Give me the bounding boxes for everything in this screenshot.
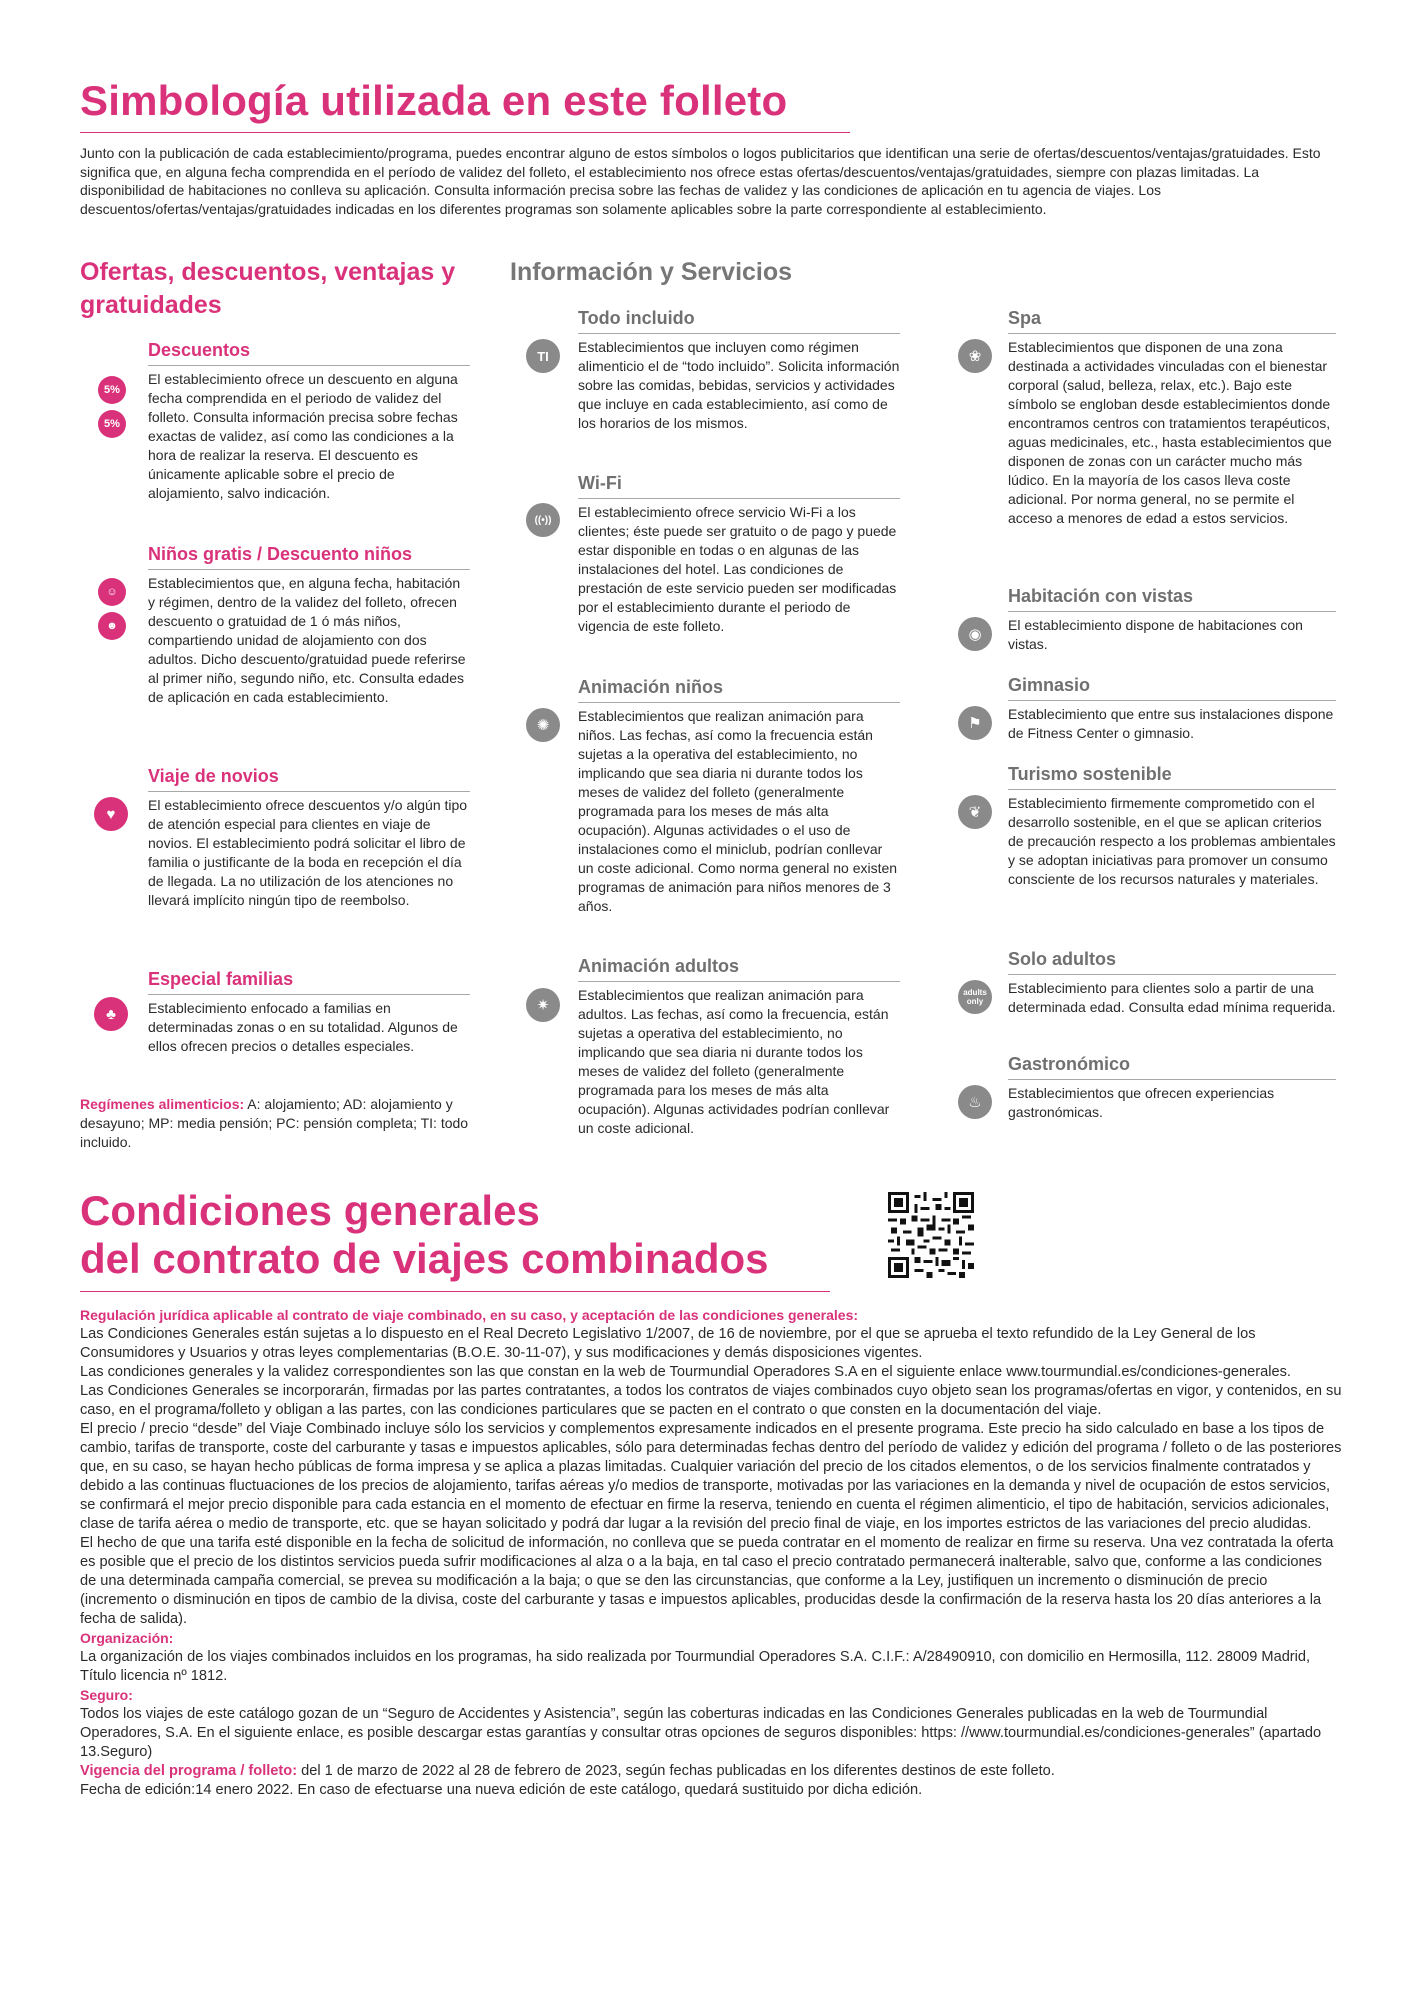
- conditions-paragraph: El hecho de que una tarifa esté disponible en la fecha de solicitud de información, no conlleva que se pueda contratar en el momento de realizar en firme su reserva. Una vez contratada la oferta es posible que el precio de los distintos servicios pueda sufrir modificaciones al alza o a la baja, en tal caso el precio contratado permanecerá inalterable, salvo que, conforme a las condiciones de una determinada campaña comercial, se prevea su modificación a la baja; o que se den las circunstancias, que conforme a la Ley, justifiquen un incremento o disminución de precio (incremento o disminución en tipos de cambio de la divisa, coste del carburante y tasas e impuestos aplicables, producidas desde la confirmación de la reserva hasta los 20 días anteriores a la fecha de salida).: [80, 1535, 1334, 1627]
- offer-desc: El establecimiento ofrece descuentos y/o algún tipo de atención especial para clientes en viaje de novios. El establecimiento podrá solicitar el libro de familia o justificante de la boda en recepción el día de llegada. La no utilización de los atenciones no llevará implícito ningún tipo de reembolso.: [148, 797, 468, 908]
- intro-paragraph: Junto con la publicación de cada establecimiento/programa, puedes encontrar alguno de estos símbolos o logos publicitarios que identifican una serie de ofertas/descuentos/ventajas/gratuidades. Esto significa que, en alguna fecha comprendida en el período de validez del folleto, el establecimiento nos ofrece estas ofertas/descuentos/ventajas/gratuidades, siempre con plazas limitadas. La disponibilidad de habitaciones no conlleva su aplicación. Consulta información precisa sobre las fechas de validez y las condiciones de aplicación en tu agencia de viajes. Los descuentos/ofertas/ventajas/gratuidades indicadas en los diferentes programas son solamente aplicables sobre la parte correspondiente al establecimiento.: [80, 145, 1321, 217]
- conditions-paragraph: Las condiciones generales y la validez correspondientes son las que constan en la web de Tourmundial Operadores S.A en el siguiente enlace www.tourmundial.es/condiciones-generales.: [80, 1364, 1291, 1380]
- service-item-animacion-adultos: [578, 955, 900, 1138]
- service-name: Animación adultos: [578, 955, 900, 982]
- kids-discount-icon: ☻: [98, 612, 126, 640]
- edition-line: Fecha de edición:14 enero 2022. En caso de efectuarse una nueva edición de este catálogo, quedará sustituido por dicha edición.: [80, 1782, 923, 1798]
- service-name: Turismo sostenible: [1008, 763, 1336, 790]
- service-item-vistas: [1008, 585, 1336, 654]
- conditions-title: [80, 1187, 830, 1292]
- service-name: Gastronómico: [1008, 1053, 1336, 1080]
- adult-entertainment-icon: ✷: [526, 988, 560, 1022]
- conditions-paragraph: Todos los viajes de este catálogo gozan de un “Seguro de Accidentes y Asistencia”, según las coberturas indicadas en las Condiciones Generales publicadas en la web de Tourmundial Operadores, S.A. En el siguiente enlace, es posible descargar estas garantías y consultar otras opciones de seguros disponibles: https: //www.tourmundial.es/condiciones-generales” (apartado 13.Seguro): [80, 1706, 1322, 1760]
- offer-desc: Establecimiento enfocado a familias en determinadas zonas o en su totalidad. Algunos de ellos ofrecen precios o detalles especiales.: [148, 1000, 458, 1054]
- offer-item-familias: [148, 968, 470, 1056]
- leaf-icon: ❦: [958, 795, 992, 829]
- service-item-spa: [1008, 307, 1336, 528]
- service-item-todo-incluido: [578, 307, 900, 433]
- discount-5-icon: 5%: [98, 376, 126, 404]
- meal-plans-note: [80, 1095, 470, 1152]
- meal-plans-text: A: alojamiento; AD: alojamiento y desayuno; MP: media pensión; PC: pensión completa; TI: todo incluido.: [80, 1096, 469, 1150]
- adults-only-icon: adults only: [958, 980, 992, 1014]
- offer-desc: Establecimientos que, en alguna fecha, habitación y régimen, dentro de la validez del folleto, ofrecen descuento o gratuidad de 1 ó más niños, compartiendo unidad de alojamiento con dos adultos. Dicho descuento/gratuidad puede referirse al primer niño, segundo niño, etc. Consulta edades de aplicación en cada establecimiento.: [148, 575, 466, 705]
- conditions-title-line2: del contrato de viajes combinados: [80, 1235, 769, 1282]
- service-desc: El establecimiento dispone de habitaciones con vistas.: [1008, 617, 1303, 652]
- service-name: Solo adultos: [1008, 948, 1336, 975]
- service-desc: Establecimientos que ofrecen experiencias gastronómicas.: [1008, 1085, 1275, 1120]
- regulation-heading: Regulación jurídica aplicable al contrato de viaje combinado, en su caso, y aceptación de las condiciones generales:: [80, 1307, 859, 1323]
- offer-name: Niños gratis / Descuento niños: [148, 543, 470, 570]
- service-name: Habitación con vistas: [1008, 585, 1336, 612]
- service-desc: Establecimientos que realizan animación para adultos. Las fechas, así como la frecuencia, están sujetas a operativa del establecimiento, no implicando que sea diaria ni durante todos los meses de validez del folleto (generalmente programada para los meses de más alta ocupación). Algunas actividades podrían conllevar un coste adicional.: [578, 987, 890, 1136]
- wifi-icon: ((•)): [526, 503, 560, 537]
- offer-name: Especial familias: [148, 968, 470, 995]
- info-services-heading: Información y Servicios: [510, 258, 793, 286]
- spa-icon: ❀: [958, 339, 992, 373]
- all-inclusive-icon: TI: [526, 339, 560, 373]
- view-icon: ◉: [958, 617, 992, 651]
- conditions-paragraph: La organización de los viajes combinados incluidos en los programas, ha sido realizada por Tourmundial Operadores S.A. C.I.F.: A/28490910, con domicilio en Hermosilla, 112. 28009 Madrid, Título licencia nº 1812.: [80, 1649, 1311, 1684]
- conditions-paragraph: El precio / precio “desde” del Viaje Combinado incluye sólo los servicios y complementos expresamente indicados en el presente programa. Este precio ha sido calculado en base a los tipos de cambio, tarifas de transporte, coste del carburante y tasas e impuestos aplicables, sólo para determinadas fechas dentro del período de validez y edición del programa / folleto o de las posteriores que, en su caso, se hayan hecho públicas de forma impresa y se aplica a plazas limitadas. Cualquier variación del precio de los citados elementos, o de los servicios finalmente contratados y debido a las continuas fluctuaciones de los precios de alojamiento, tarifas aéreas y/o medios de transporte, motivadas por las variaciones en la demanda y nivel de ocupación de estos servicios, se confirmará el mejor precio disponible para cada estancia en el momento de efectuar en firme la reserva, teniendo en cuenta el régimen alimenticio, el tipo de habitación, servicios adicionales, clase de tarifa aérea o medio de transporte, etc. que se hayan solicitado y podrá dar lugar a la revisión del precio final de viaje, en los importes estrictos de las variaciones del precio aludidas.: [80, 1421, 1342, 1532]
- service-item-gimnasio: [1008, 674, 1336, 743]
- service-desc: Establecimientos que incluyen como régimen alimenticio el de “todo incluido”. Solicita información sobre las comidas, bebidas, servicios y actividades que incluye en cada establecimiento, así como de los horarios de los mismos.: [578, 339, 900, 431]
- kids-entertainment-icon: ✺: [526, 708, 560, 742]
- organization-heading: Organización:: [80, 1630, 174, 1646]
- service-desc: Establecimiento firmemente comprometido con el desarrollo sostenible, en el que se aplican criterios de precaución respecto a los problemas ambientales y se adoptan iniciativas para promover un consumo consciente de los recursos naturales y materiales.: [1008, 795, 1336, 887]
- discount-5-from-icon: 5%: [98, 410, 126, 438]
- offer-name: Viaje de novios: [148, 765, 470, 792]
- insurance-heading: Seguro:: [80, 1687, 133, 1703]
- service-item-solo-adultos: [1008, 948, 1336, 1017]
- offer-item-novios: [148, 765, 470, 910]
- service-name: Gimnasio: [1008, 674, 1336, 701]
- service-item-sostenible: [1008, 763, 1336, 889]
- page-title: Simbología utilizada en este folleto: [80, 76, 850, 133]
- family-icon: ♣: [94, 997, 128, 1031]
- offer-desc: El establecimiento ofrece un descuento en alguna fecha comprendida en el periodo de validez del folleto. Consulta información precisa sobre fechas exactas de validez, así como las condiciones a la hora de realizar la reserva. El descuento es únicamente aplicable sobre el precio de alojamiento, salvo indicación.: [148, 371, 458, 501]
- service-desc: Establecimientos que disponen de una zona destinada a actividades vinculadas con el bienestar corporal (salud, belleza, relax, etc.). Bajo este símbolo se engloban desde establecimientos donde encontramos centros con tratamientos terapéuticos, aguas medicinales, etc., hasta establecimientos que disponen de zonas con un carácter mucho más lúdico. En la mayoría de los casos lleva coste adicional. Por norma general, no se permite el acceso a menores de edad a estos servicios.: [1008, 339, 1332, 526]
- service-desc: Establecimiento que entre sus instalaciones dispone de Fitness Center o gimnasio.: [1008, 706, 1334, 741]
- offer-name: Descuentos: [148, 339, 470, 366]
- service-desc: Establecimientos que realizan animación para niños. Las fechas, así como la frecuencia están sujetas a la operativa del establecimiento, no implicando que sea diaria ni durante todos los meses de validez del folleto (generalmente programada para los meses de más alta ocupación). Algunas actividades o el uso de instalaciones como el miniclub, podrían conllevar un coste adicional. Como norma general no existen programas de animación para niños menores de 3 años.: [578, 708, 898, 914]
- gym-icon: ⚑: [958, 706, 992, 740]
- service-item-animacion-ninos: [578, 676, 900, 916]
- offer-item-ninos: [148, 543, 470, 707]
- kids-free-icon: ☺: [98, 578, 126, 606]
- conditions-paragraph: Las Condiciones Generales están sujetas a lo dispuesto en el Real Decreto Legislativo 1/2007, de 16 de noviembre, por el que se aprueba el texto refundido de la Ley General de los Consumidores y Usuarios y otras leyes complementarias (B.O.E. 30-11-07), y sus modificaciones y demás disposiciones vigentes.: [80, 1326, 1256, 1361]
- service-desc: Establecimiento para clientes solo a partir de una determinada edad. Consulta edad mínima requerida.: [1008, 980, 1336, 1015]
- offers-heading: Ofertas, descuentos, ventajas y gratuidades: [80, 258, 456, 319]
- service-name: Spa: [1008, 307, 1336, 334]
- service-name: Todo incluido: [578, 307, 900, 334]
- validity-line: [80, 1762, 1342, 1781]
- service-item-wifi: [578, 472, 900, 636]
- conditions-paragraph: Las Condiciones Generales se incorporarán, firmadas por las partes contratantes, a todos los contratos de viajes combinados cuyo objeto sean los programas/ofertas en vigor, y contenidos, en su caso, en el programa/folleto y obligan a las partes, con las condiciones particulares que se pacten en el contrato o que consten en la documentación del viaje.: [80, 1383, 1342, 1418]
- offer-item-descuentos: [148, 339, 470, 503]
- service-desc: El establecimiento ofrece servicio Wi-Fi a los clientes; éste puede ser gratuito o de pago y puede estar disponible en todas o en algunas de las instalaciones del hotel. Las condiciones de prestación de este servicio pueden ser modificadas por el establecimiento durante el periodo de vigencia de este folleto.: [578, 504, 897, 634]
- meal-plans-label: Regímenes alimenticios:: [80, 1096, 245, 1112]
- chef-hat-icon: ♨: [958, 1085, 992, 1119]
- service-item-gastronomico: [1008, 1053, 1336, 1122]
- honeymoon-icon: ♥: [94, 797, 128, 831]
- qr-code-icon[interactable]: [888, 1192, 974, 1278]
- conditions-title-line1: Condiciones generales: [80, 1187, 540, 1234]
- service-name: Animación niños: [578, 676, 900, 703]
- service-name: Wi-Fi: [578, 472, 900, 499]
- validity-heading: Vigencia del programa / folleto:: [80, 1763, 298, 1779]
- conditions-body: [80, 1306, 1342, 1800]
- validity-text: del 1 de marzo de 2022 al 28 de febrero de 2023, según fechas publicadas en los diferentes destinos de este folleto.: [297, 1763, 1055, 1779]
